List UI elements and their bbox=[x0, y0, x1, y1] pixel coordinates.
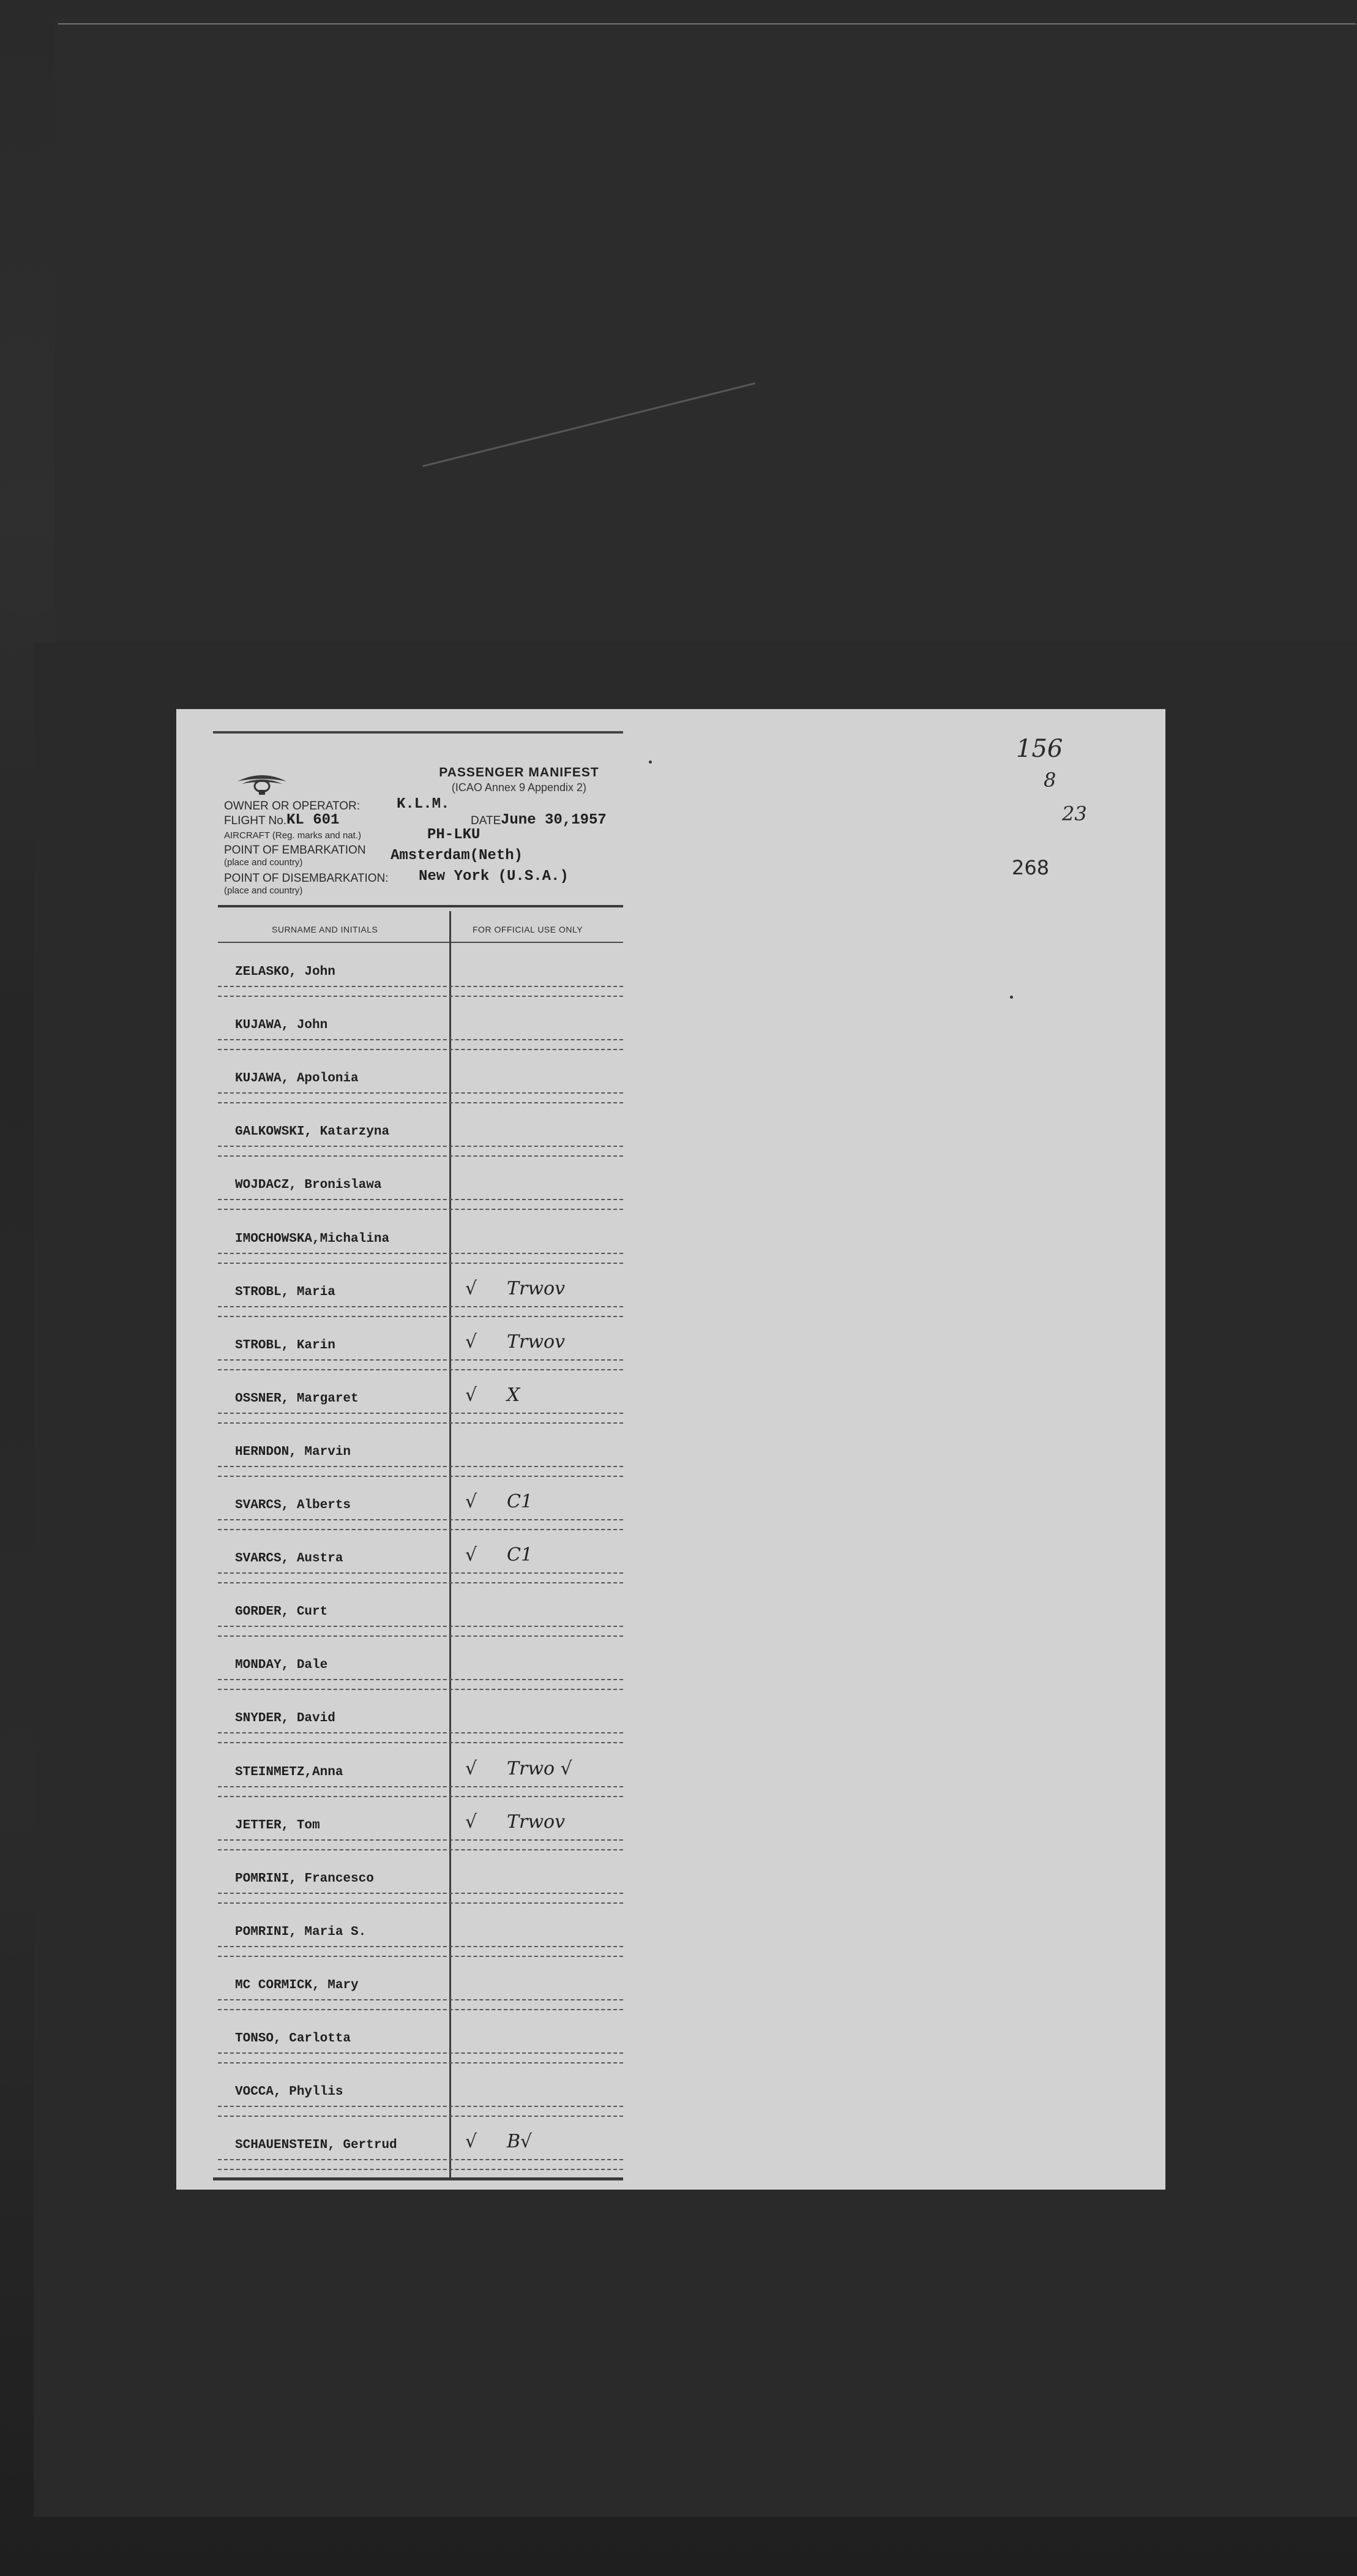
passenger-name: WOJDACZ, Bronislawa bbox=[235, 1178, 382, 1193]
row-dotted-rule bbox=[218, 2106, 623, 2107]
form-bottom-rule bbox=[213, 2177, 623, 2180]
row-dotted-rule bbox=[218, 1476, 623, 1477]
row-dotted-rule bbox=[218, 1839, 623, 1841]
row-dotted-rule bbox=[218, 986, 623, 987]
passenger-name: STROBL, Karin bbox=[235, 1338, 335, 1353]
official-use-column-header: FOR OFFICIAL USE ONLY bbox=[473, 925, 583, 934]
row-dotted-rule bbox=[218, 1102, 623, 1103]
disembarkation-value: New York (U.S.A.) bbox=[419, 868, 569, 885]
flight-label: FLIGHT No. bbox=[224, 814, 287, 827]
passenger-name: STEINMETZ,Anna bbox=[235, 1765, 343, 1779]
official-note: C1 bbox=[507, 1491, 533, 1512]
passenger-name: MONDAY, Dale bbox=[235, 1658, 328, 1673]
passenger-name: JETTER, Tom bbox=[235, 1818, 320, 1833]
row-dotted-rule bbox=[218, 1689, 623, 1690]
passenger-name: MC CORMICK, Mary bbox=[235, 1978, 359, 1992]
date-label: DATE bbox=[471, 814, 501, 827]
row-dotted-rule bbox=[218, 2052, 623, 2054]
column-divider bbox=[449, 911, 451, 2177]
row-dotted-rule bbox=[218, 1902, 623, 1904]
header-bottom-rule bbox=[218, 942, 623, 943]
row-dotted-rule bbox=[218, 1316, 623, 1317]
embarkation-sublabel: (place and country) bbox=[224, 857, 303, 868]
disembarkation-label: POINT OF DISEMBARKATION: bbox=[224, 872, 389, 885]
official-check-mark: √ bbox=[465, 1277, 477, 1299]
passenger-name: SVARCS, Alberts bbox=[235, 1498, 351, 1512]
embarkation-label: POINT OF EMBARKATION bbox=[224, 844, 366, 857]
film-frame-top bbox=[55, 18, 1357, 667]
row-dotted-rule bbox=[218, 1742, 623, 1743]
row-dotted-rule bbox=[218, 1519, 623, 1520]
form-top-rule bbox=[213, 731, 623, 734]
row-dotted-rule bbox=[218, 1413, 623, 1414]
official-note: Trwov bbox=[507, 1331, 566, 1353]
row-dotted-rule bbox=[218, 1146, 623, 1147]
film-edge-line bbox=[58, 23, 1356, 24]
passenger-name: KUJAWA, Apolonia bbox=[235, 1072, 359, 1086]
row-dotted-rule bbox=[218, 1999, 623, 2000]
official-note: X bbox=[507, 1384, 520, 1406]
row-dotted-rule bbox=[218, 1679, 623, 1680]
form-subtitle: (ICAO Annex 9 Appendix 2) bbox=[451, 781, 587, 794]
passenger-name: SCHAUENSTEIN, Gertrud bbox=[235, 2138, 397, 2153]
row-dotted-rule bbox=[218, 1582, 623, 1583]
row-dotted-rule bbox=[218, 1306, 623, 1307]
row-dotted-rule bbox=[218, 1635, 623, 1637]
surname-column-header: SURNAME AND INITIALS bbox=[272, 925, 378, 934]
date-value: June 30,1957 bbox=[501, 812, 607, 828]
row-dotted-rule bbox=[218, 996, 623, 997]
row-dotted-rule bbox=[218, 1263, 623, 1264]
row-dotted-rule bbox=[218, 1466, 623, 1467]
official-note: Trwov bbox=[507, 1811, 566, 1833]
embarkation-value: Amsterdam(Neth) bbox=[391, 847, 523, 864]
corner-annotation: 8 bbox=[1044, 768, 1056, 792]
passenger-name: KUJAWA, John bbox=[235, 1018, 328, 1033]
official-note: Trwov bbox=[507, 1277, 566, 1299]
row-dotted-rule bbox=[218, 1796, 623, 1797]
official-note: B√ bbox=[507, 2131, 533, 2153]
row-dotted-rule bbox=[218, 1849, 623, 1850]
passenger-name: POMRINI, Maria S. bbox=[235, 1924, 367, 1939]
row-dotted-rule bbox=[218, 1209, 623, 1210]
passenger-name: VOCCA, Phyllis bbox=[235, 2085, 343, 2100]
column-header-rule bbox=[218, 905, 623, 907]
passenger-manifest-form bbox=[213, 727, 623, 2185]
official-note: Trwo √ bbox=[507, 1757, 572, 1779]
passenger-name: IMOCHOWSKA,Michalina bbox=[235, 1231, 390, 1246]
row-dotted-rule bbox=[218, 1732, 623, 1733]
flight-value: KL 601 bbox=[286, 812, 340, 828]
passenger-name: TONSO, Carlotta bbox=[235, 2032, 351, 2046]
row-dotted-rule bbox=[218, 2116, 623, 2117]
row-dotted-rule bbox=[218, 1529, 623, 1530]
aircraft-value: PH-LKU bbox=[427, 827, 480, 843]
disembarkation-sublabel: (place and country) bbox=[224, 885, 303, 896]
row-dotted-rule bbox=[218, 1956, 623, 1957]
row-dotted-rule bbox=[218, 1946, 623, 1947]
official-note: C1 bbox=[507, 1544, 533, 1566]
row-dotted-rule bbox=[218, 2159, 623, 2160]
passenger-name: HERNDON, Marvin bbox=[235, 1444, 351, 1459]
row-dotted-rule bbox=[218, 1626, 623, 1627]
official-check-mark: √ bbox=[465, 1757, 477, 1779]
row-dotted-rule bbox=[218, 1893, 623, 1894]
official-check-mark: √ bbox=[465, 1331, 477, 1353]
row-dotted-rule bbox=[218, 1253, 623, 1254]
corner-annotation: 23 bbox=[1062, 802, 1087, 825]
row-dotted-rule bbox=[218, 1359, 623, 1361]
row-dotted-rule bbox=[218, 2169, 623, 2170]
passenger-name: SVARCS, Austra bbox=[235, 1552, 343, 1566]
row-dotted-rule bbox=[218, 1049, 623, 1050]
official-check-mark: √ bbox=[465, 2131, 477, 2153]
form-title: PASSENGER MANIFEST bbox=[439, 765, 599, 779]
row-dotted-rule bbox=[218, 1422, 623, 1424]
row-dotted-rule bbox=[218, 2062, 623, 2063]
passenger-name: POMRINI, Francesco bbox=[235, 1871, 374, 1886]
passenger-name: STROBL, Maria bbox=[235, 1285, 335, 1299]
row-dotted-rule bbox=[218, 1572, 623, 1574]
owner-value: K.L.M. bbox=[397, 796, 450, 813]
row-dotted-rule bbox=[218, 1155, 623, 1157]
passenger-name: OSSNER, Margaret bbox=[235, 1391, 359, 1406]
row-dotted-rule bbox=[218, 1369, 623, 1370]
row-dotted-rule bbox=[218, 1092, 623, 1094]
klm-crown-logo-icon bbox=[234, 765, 290, 797]
passenger-name: SNYDER, David bbox=[235, 1711, 335, 1726]
official-check-mark: √ bbox=[465, 1544, 477, 1566]
row-dotted-rule bbox=[218, 1786, 623, 1787]
row-dotted-rule bbox=[218, 1199, 623, 1200]
official-check-mark: √ bbox=[465, 1811, 477, 1833]
speck bbox=[1010, 996, 1013, 999]
corner-annotation: 156 bbox=[1016, 735, 1063, 763]
official-check-mark: √ bbox=[465, 1384, 477, 1406]
row-dotted-rule bbox=[218, 2009, 623, 2010]
official-check-mark: √ bbox=[465, 1491, 477, 1512]
speck bbox=[649, 760, 652, 764]
passenger-name: GALKOWSKI, Katarzyna bbox=[235, 1125, 390, 1140]
owner-label: OWNER OR OPERATOR: bbox=[224, 800, 361, 813]
passenger-name: GORDER, Curt bbox=[235, 1605, 328, 1620]
row-dotted-rule bbox=[218, 1039, 623, 1040]
aircraft-label: AIRCRAFT (Reg. marks and nat.) bbox=[224, 830, 361, 841]
page-number: 268 bbox=[1012, 856, 1050, 879]
passenger-name: ZELASKO, John bbox=[235, 965, 335, 979]
